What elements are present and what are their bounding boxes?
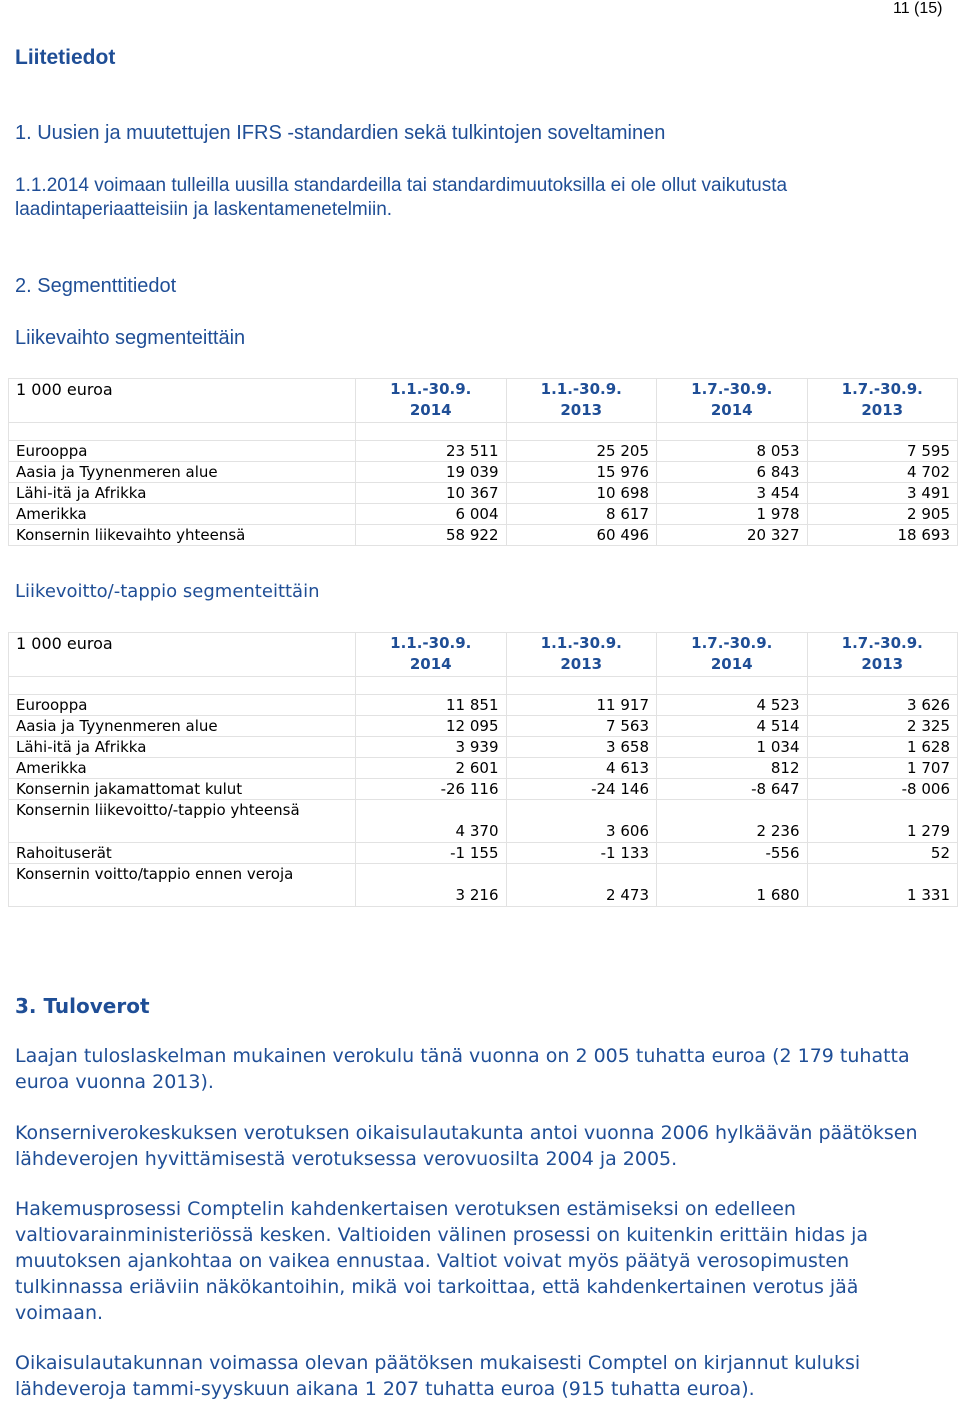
unit-label: 1 000 euroa [9, 633, 356, 677]
profit-table-heading: Liikevoitto/-tappio segmenteittäin [15, 581, 320, 602]
cell-value: 52 [807, 843, 958, 864]
column-header: 1.1.-30.9. 2013 [506, 633, 657, 677]
cell-value: -8 647 [657, 779, 808, 800]
cell-value: 20 327 [657, 525, 808, 546]
row-label: Rahoituserät [9, 843, 356, 864]
cell-value: 1 978 [657, 504, 808, 525]
table-header-row [9, 379, 958, 423]
cell-value: 1 279 [807, 800, 958, 843]
tax-paragraph: Oikaisulautakunnan voimassa olevan päätöksen mukaisesti Comptel on kirjannut kuluksi lähdeveroja tammi-syyskuun aikana 1 207 tuhatta euroa (915 tuhatta euroa). [15, 1352, 861, 1400]
cell-value: -8 006 [807, 779, 958, 800]
cell-value: 4 523 [657, 695, 808, 716]
row-label: Eurooppa [9, 695, 356, 716]
cell-value: -26 116 [356, 779, 507, 800]
page-title: Liitetiedot [15, 46, 116, 69]
cell-value: 18 693 [807, 525, 958, 546]
column-header: 1.7.-30.9. 2013 [807, 379, 958, 423]
page-number: 11 (15) [893, 0, 943, 17]
cell-value: 3 491 [807, 483, 958, 504]
cell-value: 6 004 [356, 504, 507, 525]
cell-value: 58 922 [356, 525, 507, 546]
cell-value: 4 370 [356, 800, 507, 843]
tax-paragraph: Konserniverokeskuksen verotuksen oikaisulautakunta antoi vuonna 2006 hylkäävän päätöksen lähdeverojen hyvittämisestä verotuksessa verovuosilta 2004 ja 2005. [15, 1122, 918, 1170]
cell-value: 2 325 [807, 716, 958, 737]
row-label: Konsernin voitto/tappio ennen veroja [9, 864, 356, 907]
cell-value: 10 367 [356, 483, 507, 504]
cell-value: -24 146 [506, 779, 657, 800]
cell-value: 11 917 [506, 695, 657, 716]
cell-value: 3 626 [807, 695, 958, 716]
cell-value: 3 939 [356, 737, 507, 758]
cell-value: 4 702 [807, 462, 958, 483]
cell-value: 8 617 [506, 504, 657, 525]
cell-value: 2 905 [807, 504, 958, 525]
cell-value: -556 [657, 843, 808, 864]
column-header: 1.7.-30.9. 2013 [807, 633, 958, 677]
cell-value: -1 133 [506, 843, 657, 864]
table-row [9, 716, 958, 737]
cell-value: -1 155 [356, 843, 507, 864]
cell-value: 1 628 [807, 737, 958, 758]
cell-value: 7 563 [506, 716, 657, 737]
unit-label: 1 000 euroa [9, 379, 356, 423]
table-row [9, 758, 958, 779]
section1-paragraph: 1.1.2014 voimaan tulleilla uusilla standardeilla tai standardimuutoksilla ei ole ollut vaikutusta laadintaperiaatteisiin ja laskentamenetelmiin. [15, 175, 788, 220]
table-row [9, 864, 958, 907]
cell-value: 6 843 [657, 462, 808, 483]
table-row [9, 800, 958, 843]
column-header: 1.1.-30.9. 2014 [356, 633, 507, 677]
profit-table [8, 632, 958, 907]
row-label: Eurooppa [9, 441, 356, 462]
row-label: Lähi-itä ja Afrikka [9, 483, 356, 504]
cell-value: 3 658 [506, 737, 657, 758]
cell-value: 60 496 [506, 525, 657, 546]
cell-value: 3 454 [657, 483, 808, 504]
cell-value: 12 095 [356, 716, 507, 737]
cell-value: 1 034 [657, 737, 808, 758]
revenue-table [8, 378, 958, 546]
cell-value: 2 473 [506, 864, 657, 907]
row-label: Amerikka [9, 504, 356, 525]
row-label: Konsernin liikevoitto/-tappio yhteensä [9, 800, 356, 843]
table-row [9, 504, 958, 525]
row-label: Aasia ja Tyynenmeren alue [9, 462, 356, 483]
section3-heading: 3. Tuloverot [15, 994, 150, 1018]
cell-value: 7 595 [807, 441, 958, 462]
row-label: Konsernin liikevaihto yhteensä [9, 525, 356, 546]
tax-paragraph: Laajan tuloslaskelman mukainen verokulu tänä vuonna on 2 005 tuhatta euroa (2 179 tuhatta euroa vuonna 2013). [15, 1045, 910, 1093]
cell-value: 2 236 [657, 800, 808, 843]
column-header: 1.7.-30.9. 2014 [657, 633, 808, 677]
cell-value: 4 514 [657, 716, 808, 737]
cell-value: 1 680 [657, 864, 808, 907]
cell-value: 3 216 [356, 864, 507, 907]
table-row [9, 483, 958, 504]
cell-value: 2 601 [356, 758, 507, 779]
table-row [9, 525, 958, 546]
section1-heading: 1. Uusien ja muutettujen IFRS -standardien sekä tulkintojen soveltaminen [15, 122, 666, 144]
cell-value: 3 606 [506, 800, 657, 843]
cell-value: 11 851 [356, 695, 507, 716]
table-row [9, 779, 958, 800]
cell-value: 1 707 [807, 758, 958, 779]
table-row [9, 695, 958, 716]
row-label: Aasia ja Tyynenmeren alue [9, 716, 356, 737]
row-label: Amerikka [9, 758, 356, 779]
cell-value: 19 039 [356, 462, 507, 483]
column-header: 1.1.-30.9. 2014 [356, 379, 507, 423]
spacer-row [9, 423, 958, 441]
cell-value: 8 053 [657, 441, 808, 462]
row-label: Lähi-itä ja Afrikka [9, 737, 356, 758]
cell-value: 15 976 [506, 462, 657, 483]
table-row [9, 441, 958, 462]
row-label: Konsernin jakamattomat kulut [9, 779, 356, 800]
table-row [9, 843, 958, 864]
column-header: 1.7.-30.9. 2014 [657, 379, 808, 423]
table-row [9, 737, 958, 758]
cell-value: 25 205 [506, 441, 657, 462]
cell-value: 10 698 [506, 483, 657, 504]
cell-value: 812 [657, 758, 808, 779]
section2-heading: 2. Segmenttitiedot [15, 275, 177, 297]
table-header-row [9, 633, 958, 677]
cell-value: 1 331 [807, 864, 958, 907]
revenue-table-heading: Liikevaihto segmenteittäin [15, 327, 246, 349]
table-row [9, 462, 958, 483]
tax-paragraph: Hakemusprosessi Comptelin kahdenkertaisen verotuksen estämiseksi on edelleen valtiovarainministeriössä kesken. Valtioiden välinen prosessi on kuitenkin erittäin hidas ja muutoksen ajankohtaa on vaikea ennustaa. Valtiot voivat myös päätyä verosopimusten tulkinnassa eriäviin näkökantoihin, mikä voi tarkoittaa, että kahdenkertainen verotus jää voimaan. [15, 1198, 869, 1324]
column-header: 1.1.-30.9. 2013 [506, 379, 657, 423]
cell-value: 23 511 [356, 441, 507, 462]
cell-value: 4 613 [506, 758, 657, 779]
spacer-row [9, 677, 958, 695]
